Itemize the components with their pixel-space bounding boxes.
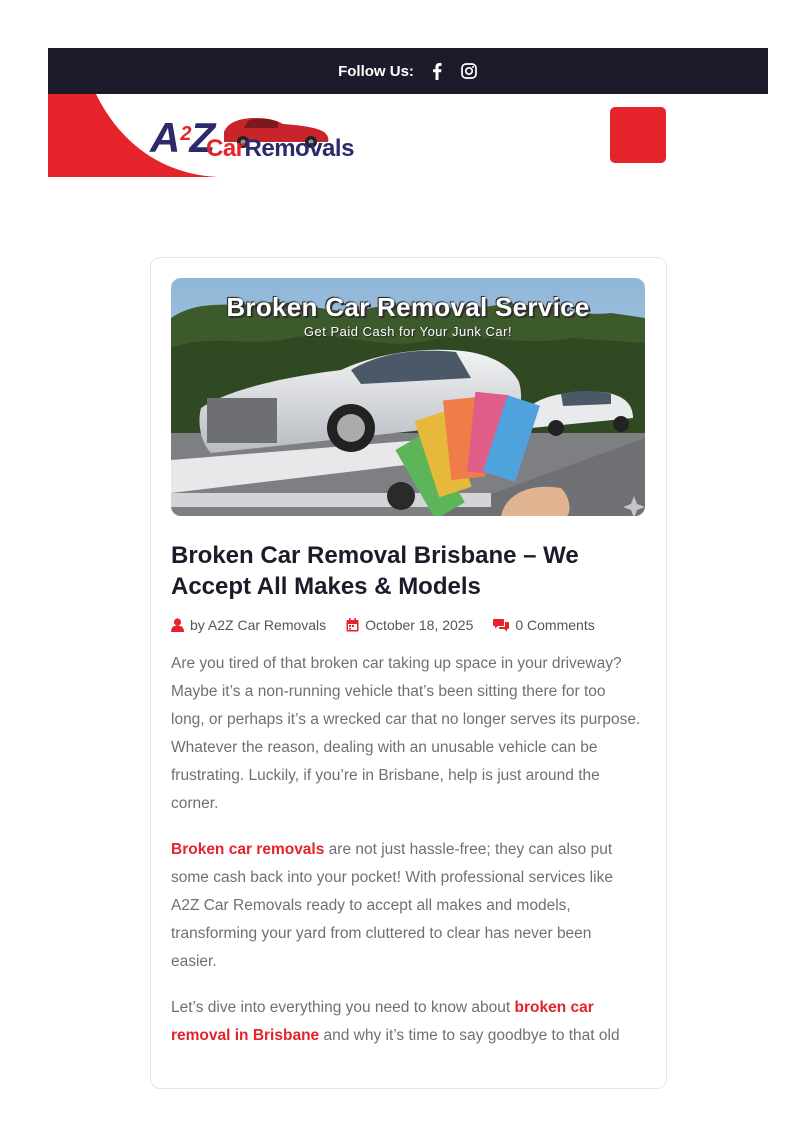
broken-car-removal-brisbane-link[interactable]: broken car removal in Brisbane — [171, 999, 594, 1044]
meta-date-text: October 18, 2025 — [365, 617, 474, 633]
post-title[interactable]: Broken Car Removal Brisbane – We Accept All Makes & Models — [171, 542, 579, 600]
follow-us-label: Follow Us: — [338, 62, 414, 80]
hero-subtitle: Get Paid Cash for Your Junk Car! — [303, 324, 513, 339]
post-paragraph-3-start: Let’s dive into everything you need to know about — [171, 999, 515, 1016]
meta-author-text: by A2Z Car Removals — [190, 617, 327, 633]
instagram-icon[interactable] — [460, 62, 478, 80]
post-card — [150, 257, 667, 1089]
broken-car-removals-link[interactable]: Broken car removals — [171, 841, 325, 858]
post-paragraph-3-end: and why it’s time to say goodbye to that old — [319, 1027, 620, 1044]
hero-image[interactable] — [171, 278, 645, 516]
logo-z: Z — [189, 114, 216, 161]
site-logo[interactable] — [148, 108, 378, 164]
site-header — [48, 94, 768, 177]
meta-author[interactable] — [171, 617, 326, 633]
calendar-icon — [346, 618, 359, 632]
post-paragraph-3 — [171, 994, 641, 1050]
meta-comments[interactable] — [493, 617, 594, 633]
meta-date[interactable] — [346, 617, 473, 633]
post-meta — [171, 617, 595, 633]
post-paragraph-2-text: are not just hassle-free; they can also put some cash back into your pocket! With professional services like A2Z Car Removals ready to accept all makes and models, transforming your yard from cluttered to clear has never been easier. — [171, 841, 613, 970]
hero-title: Broken Car Removal Service — [226, 292, 590, 322]
logo-a: A — [150, 114, 181, 161]
user-icon — [171, 618, 184, 632]
meta-comments-text: 0 Comments — [515, 617, 595, 633]
post-paragraph-2 — [171, 836, 641, 976]
logo-car-text: Car — [206, 135, 245, 162]
comments-icon — [493, 618, 509, 632]
logo-sup: 2 — [180, 123, 192, 145]
logo-removals-text: Removals — [244, 135, 354, 162]
facebook-icon[interactable] — [428, 62, 446, 80]
menu-button[interactable] — [610, 107, 666, 163]
post-paragraph-1: Are you tired of that broken car taking up space in your driveway? Maybe it’s a non-running vehicle that’s been sitting there for too long, or perhaps it’s a wrecked car that no longer serves its purpose. Whatever the reason, dealing with an unusable vehicle can be frustrating. Luckily, if you’re in Brisbane, help is just around the corner. — [171, 655, 641, 812]
top-bar — [48, 48, 768, 94]
